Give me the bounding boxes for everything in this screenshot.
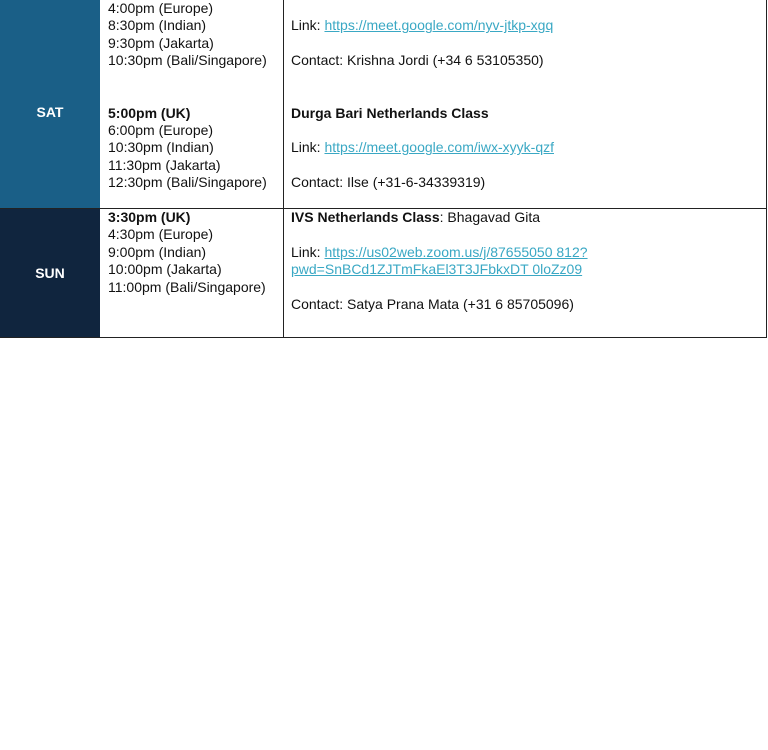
time-line-primary: 3:30pm (UK) <box>108 209 191 225</box>
meeting-link-continued[interactable]: pwd=SnBCd1ZJTmFkaEl3T3JFbkxDT 0loZz09 <box>291 261 583 278</box>
info-cell-sun <box>284 209 767 337</box>
day-label-sun: SUN <box>35 265 65 281</box>
times-cell-sun <box>100 209 284 337</box>
time-line: 11:30pm (Jakarta) <box>108 156 221 173</box>
meeting-link[interactable]: https://us02web.zoom.us/j/87655050 812? <box>324 243 588 260</box>
time-line: 9:00pm (Indian) <box>108 243 207 260</box>
time-line: 8:30pm (Indian) <box>108 17 207 34</box>
time-line: 4:00pm (Europe) <box>108 0 214 16</box>
link-label: Link: <box>291 243 325 260</box>
link-line <box>291 17 553 34</box>
time-line: 10:30pm (Bali/Singapore) <box>108 52 267 69</box>
day-cell-sun <box>0 209 100 337</box>
time-line-primary: 5:00pm (UK) <box>108 104 191 121</box>
time-line: 11:00pm (Bali/Singapore) <box>108 278 266 295</box>
time-line: 10:30pm (Indian) <box>108 139 214 156</box>
link-line-continued <box>291 261 582 278</box>
day-cell-sat <box>0 0 100 208</box>
times-cell-sat <box>100 0 284 208</box>
table-row-sun <box>0 209 767 338</box>
time-line: 4:30pm (Europe) <box>108 226 214 243</box>
time-line: 6:00pm (Europe) <box>108 121 214 138</box>
table-row-sat <box>0 0 767 209</box>
time-line: 9:30pm (Jakarta) <box>108 34 214 51</box>
link-label: Link: <box>291 139 325 156</box>
link-line <box>291 244 588 261</box>
meeting-link[interactable]: https://meet.google.com/iwx-xyyk-qzf <box>324 139 554 156</box>
class-subtitle: : Bhagavad Gita <box>439 209 541 225</box>
day-label-sat: SAT <box>36 104 64 120</box>
info-cell-sat <box>284 0 767 208</box>
class-title: Durga Bari Netherlands Class <box>291 104 489 121</box>
contact-line: Contact: Satya Prana Mata (+31 6 85705096) <box>291 296 574 312</box>
link-line <box>291 139 554 156</box>
link-label: Link: <box>291 17 325 34</box>
class-title-line <box>291 209 540 226</box>
contact-line: Contact: Ilse (+31-6-34339319) <box>291 174 486 191</box>
contact-line: Contact: Krishna Jordi (+34 6 53105350) <box>291 52 544 69</box>
class-title: IVS Netherlands Class <box>291 209 440 225</box>
meeting-link[interactable]: https://meet.google.com/nyv-jtkp-xgq <box>324 17 554 34</box>
time-line: 12:30pm (Bali/Singapore) <box>108 174 267 191</box>
time-line: 10:00pm (Jakarta) <box>108 261 222 278</box>
